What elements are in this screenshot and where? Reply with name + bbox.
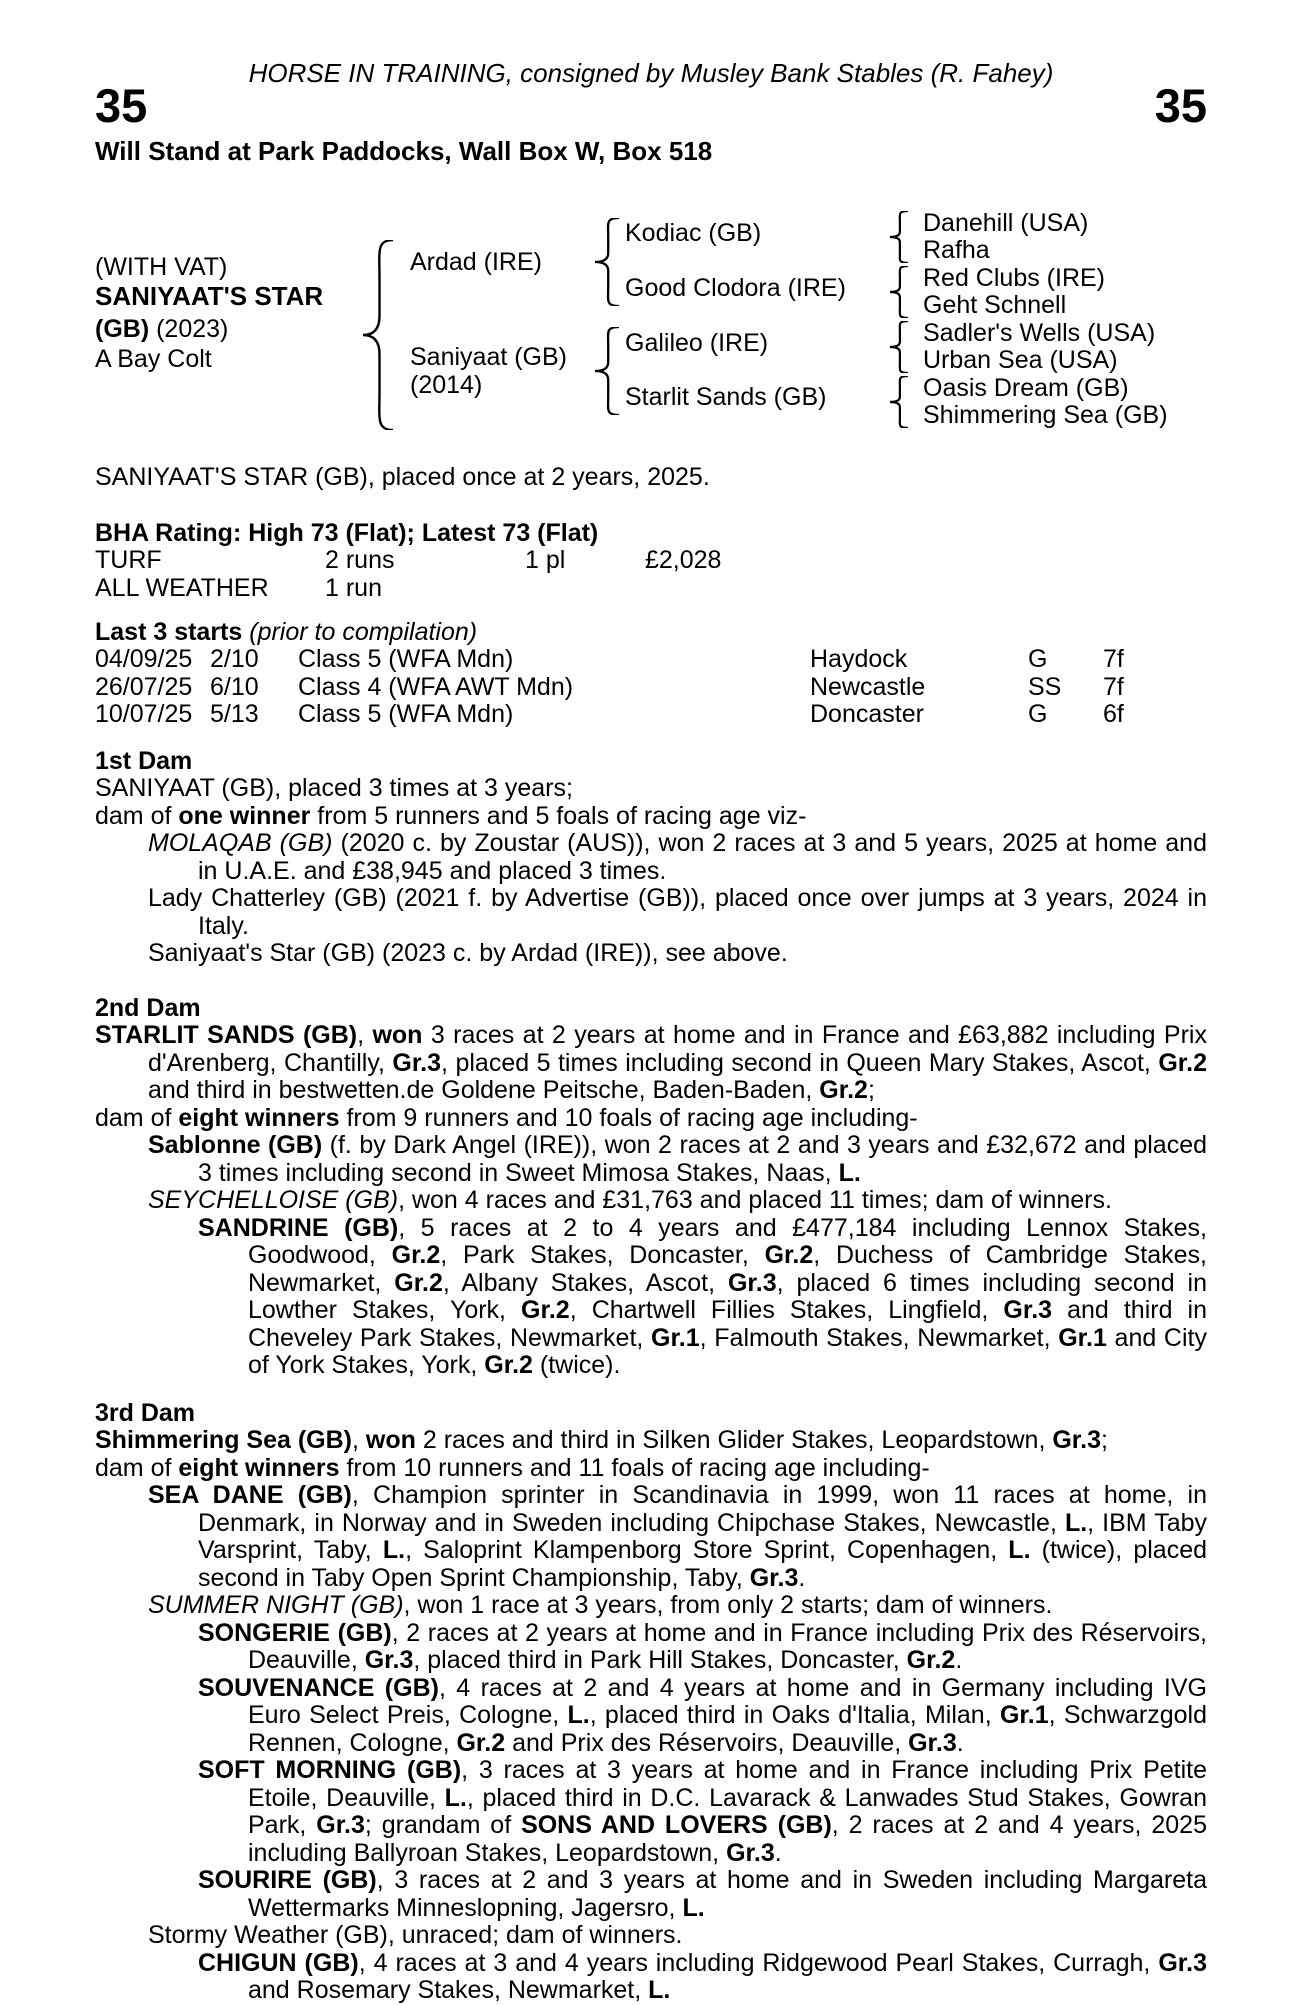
lot-number-right: 35 (1154, 79, 1207, 132)
pedigree-paragraph: dam of eight winners from 10 runners and 11 foals of racing age including- (95, 1453, 930, 1482)
pedigree-brace-main (363, 240, 393, 430)
dam-section-2 (95, 995, 1207, 1380)
pedigree-table (95, 194, 1207, 439)
race-row (95, 674, 1207, 702)
pedigree-paragraph: SONGERIE (GB), 2 races at 2 years at home and in France including Prix des Réservoirs, Deauville, Gr.3, placed third in Park Hill Stakes, Doncaster, Gr.2. (198, 1618, 1207, 1674)
grandparent-name: Galileo (IRE) (625, 329, 769, 357)
grandparent-name: Starlit Sands (GB) (625, 383, 827, 411)
pedigree-paragraph: SOUVENANCE (GB), 4 races at 2 and 4 years at home and in Germany including IVG Euro Select Preis, Cologne, L., placed third in Oaks d'Italia, Milan, Gr.1, Schwarzgold Rennen, Cologne, Gr.2 and Prix des Réservoirs, Deauville, Gr.3. (198, 1673, 1208, 1757)
great-grandparent-name: Danehill (USA) (923, 209, 1089, 237)
horse-country: (GB) (95, 315, 150, 343)
great-grandparent-name: Red Clubs (IRE) (923, 264, 1105, 292)
race-summary: SANIYAAT'S STAR (GB), placed once at 2 years, 2025. (95, 463, 710, 491)
runs-value: 2 runs (325, 546, 395, 574)
dam-name: Saniyaat (GB) (410, 343, 568, 371)
horse-name: SANIYAAT'S STAR (95, 281, 324, 311)
lot-number-left: 35 (95, 79, 148, 132)
horse-year: (2023) (156, 315, 229, 343)
race-venue: Haydock (810, 645, 908, 673)
stats-row-all-weather (95, 575, 1207, 603)
pedigree-paragraph: SANIYAAT (GB), placed 3 times at 3 years; (95, 774, 573, 802)
dam-section-heading: 3rd Dam (95, 1398, 196, 1427)
great-grandparent-name: Rafha (923, 236, 990, 264)
surface-label: TURF (95, 546, 162, 574)
race-going: G (1028, 700, 1048, 728)
race-date: 04/09/25 (95, 645, 193, 673)
pedigree-brace-gg1 (890, 211, 908, 263)
runs-value: 1 run (325, 573, 382, 602)
places-value: 1 pl (525, 546, 566, 574)
pedigree-paragraph: STARLIT SANDS (GB), won 3 races at 2 years at home and in France and £63,882 including Prix d'Arenberg, Chantilly, Gr.3, placed 5 times including second in Queen Mary Stakes, Ascot, Gr.2 and third in bestwetten.de Goldene Peitsche, Baden-Baden, Gr.2; (95, 1021, 1207, 1104)
race-going: G (1028, 645, 1048, 673)
dam-section-1 (95, 748, 1207, 968)
race-position: 6/10 (210, 672, 259, 701)
pedigree-paragraph: SANDRINE (GB), 5 races at 2 to 4 years and £477,184 including Lennox Stakes, Goodwood, Gr.2, Park Stakes, Doncaster, Gr.2, Duchess of Cambridge Stakes, Newmarket, Gr.2, Albany Stakes, Ascot, Gr.3, placed 6 times including second in Lowther Stakes, York, Gr.2, Chartwell Fillies Stakes, Lingfield, Gr.3 and third in Cheveley Park Stakes, Newmarket, Gr.1, Falmouth Stakes, Newmarket, Gr.1 and City of York Stakes, York, Gr.2 (twice). (198, 1213, 1208, 1379)
earnings-value: £2,028 (645, 546, 722, 574)
great-grandparent-name: Shimmering Sea (GB) (923, 401, 1168, 429)
surface-label: ALL WEATHER (95, 573, 269, 602)
dam-section-3 (95, 1400, 1207, 2005)
pedigree-paragraph: Shimmering Sea (GB), won 2 races and third in Silken Glider Stakes, Leopardstown, Gr.3; (95, 1426, 1108, 1454)
sire-name: Ardad (IRE) (410, 248, 542, 276)
horse-colour-sex: A Bay Colt (95, 345, 212, 373)
pedigree-paragraph: Saniyaat's Star (GB) (2023 c. by Ardad (IRE)), see above. (148, 939, 788, 967)
lot-number-row (95, 79, 1207, 132)
last-starts-heading (95, 619, 1207, 646)
bha-rating-heading: BHA Rating: High 73 (Flat); Latest 73 (Flat) (95, 519, 599, 547)
great-grandparent-name: Geht Schnell (923, 291, 1067, 319)
dam-year: (2014) (410, 371, 483, 399)
pedigree-brace-gg2 (890, 266, 908, 318)
pedigree-paragraph: Stormy Weather (GB), unraced; dam of winners. (148, 1921, 683, 1949)
stand-location-line: Will Stand at Park Paddocks, Wall Box W, Box 518 (95, 136, 713, 166)
pedigree-paragraph: CHIGUN (GB), 4 races at 3 and 4 years including Ridgewood Pearl Stakes, Curragh, Gr.3 and Rosemary Stakes, Newmarket, L. (198, 1948, 1207, 2004)
pedigree-paragraph: SOFT MORNING (GB), 3 races at 3 years at home and in France including Prix Petite Etoile, Deauville, L., placed third in D.C. Lavarack & Lanwades Stud Stakes, Gowran Park, Gr.3; grandam of SONS AND LOVERS (GB), 2 races at 2 and 4 years, 2025 including Ballyroan Stakes, Leopardstown, Gr.3. (198, 1756, 1207, 1867)
race-going: SS (1028, 672, 1062, 701)
race-distance: 7f (1103, 672, 1124, 701)
pedigree-brace-gg3 (890, 321, 908, 373)
consignor-line: HORSE IN TRAINING, consigned by Musley Bank Stables (R. Fahey) (248, 58, 1054, 88)
grandparent-name: Good Clodora (IRE) (625, 274, 846, 302)
race-class: Class 5 (WFA Mdn) (298, 645, 514, 673)
race-venue: Newcastle (810, 672, 926, 701)
race-venue: Doncaster (810, 700, 924, 728)
race-row (95, 646, 1207, 674)
race-class: Class 4 (WFA AWT Mdn) (298, 672, 574, 701)
dam-section-heading: 1st Dam (95, 746, 193, 775)
race-date: 26/07/25 (95, 672, 193, 701)
pedigree-paragraph: Lady Chatterley (GB) (2021 f. by Advertise (GB)), placed once over jumps at 3 years, 2024 in Italy. (148, 884, 1207, 940)
pedigree-paragraph: dam of one winner from 5 runners and 5 foals of racing age viz- (95, 801, 807, 830)
great-grandparent-name: Urban Sea (USA) (923, 346, 1118, 374)
vat-note: (WITH VAT) (95, 253, 228, 281)
pedigree-paragraph: MOLAQAB (GB) (2020 c. by Zoustar (AUS)), won 2 races at 3 and 5 years, 2025 at home and in U.A.E. and £38,945 and placed 3 times. (148, 829, 1207, 885)
pedigree-brace-sire (595, 218, 619, 306)
pedigree-brace-gg4 (890, 376, 908, 428)
last-starts-label: Last 3 starts (95, 618, 243, 646)
race-row (95, 701, 1207, 729)
race-distance: 7f (1103, 645, 1124, 673)
last-starts-note: (prior to compilation) (249, 618, 478, 646)
race-class: Class 5 (WFA Mdn) (298, 700, 514, 728)
great-grandparent-name: Oasis Dream (GB) (923, 374, 1129, 402)
pedigree-paragraph: SOURIRE (GB), 3 races at 2 and 3 years at home and in Sweden including Margareta Wettermarks Minneslopning, Jagersro, L. (198, 1866, 1207, 1922)
pedigree-paragraph: Sablonne (GB) (f. by Dark Angel (IRE)), won 2 races at 2 and 3 years and £32,672 and placed 3 times including second in Sweet Mimosa Stakes, Naas, L. (148, 1131, 1207, 1187)
pedigree-brace-dam (595, 327, 619, 415)
pedigree-paragraph: SUMMER NIGHT (GB), won 1 race at 3 years, from only 2 starts; dam of winners. (148, 1591, 1053, 1619)
race-date: 10/07/25 (95, 700, 193, 728)
dam-section-heading: 2nd Dam (95, 993, 201, 1022)
pedigree-paragraph: SEA DANE (GB), Champion sprinter in Scandinavia in 1999, won 11 races at home, in Denmark, in Norway and in Sweden including Chipchase Stakes, Newcastle, L., IBM Taby Varsprint, Taby, L., Saloprint Klampenborg Store Sprint, Copenhagen, L. (twice), placed second in Taby Open Sprint Championship, Taby, Gr.3. (148, 1481, 1208, 1592)
horse-country-year (95, 316, 228, 343)
race-position: 5/13 (210, 700, 259, 728)
pedigree-paragraph: dam of eight winners from 9 runners and 10 foals of racing age including- (95, 1103, 918, 1132)
great-grandparent-name: Sadler's Wells (USA) (923, 319, 1156, 347)
race-position: 2/10 (210, 645, 259, 673)
race-distance: 6f (1103, 700, 1124, 728)
grandparent-name: Kodiac (GB) (625, 219, 762, 247)
stats-row-turf (95, 547, 1207, 575)
pedigree-paragraph: SEYCHELLOISE (GB), won 4 races and £31,763 and placed 11 times; dam of winners. (148, 1186, 1112, 1214)
